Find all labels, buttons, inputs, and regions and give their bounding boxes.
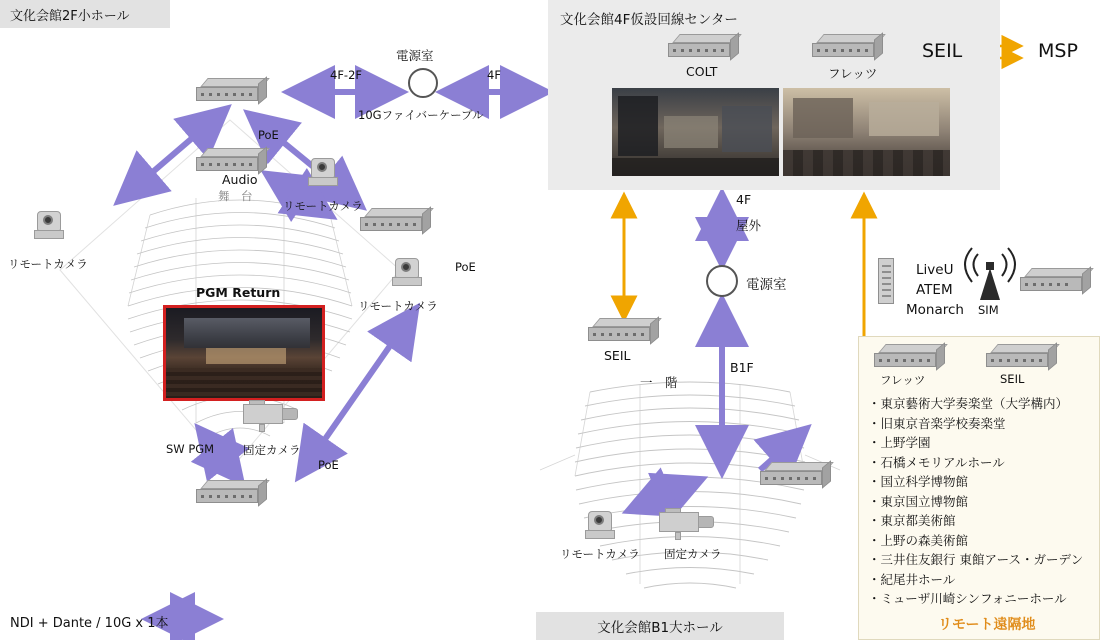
list-item: ・上野の森美術館 [868, 532, 969, 548]
remote-camera-2f-right [392, 252, 422, 286]
fixed-camera-b1-label: 固定カメラ [664, 547, 722, 561]
remote-sites-list [868, 394, 1098, 609]
label-4f-middle: 4F [736, 192, 752, 207]
seil-b1-label: SEIL [604, 348, 631, 363]
remote-camera-b1 [585, 505, 615, 539]
list-item: ・国立科学博物館 [868, 474, 969, 489]
remote-camera-2f-left-label: リモートカメラ [8, 257, 88, 271]
liveu-label: LiveU [916, 262, 954, 278]
label-outdoor: 屋外 [736, 218, 762, 233]
list-item: ・上野学園 [868, 435, 931, 450]
remote-camera-b1-label: リモートカメラ [560, 547, 640, 561]
power-room-2f-circle [408, 68, 438, 98]
stage-label: 舞 台 [218, 189, 253, 203]
legend-label: NDI + Dante / 10G x 1本 [10, 616, 169, 631]
fiber-cable-label: 10Gファイバーケーブル [358, 108, 484, 122]
link-4f-label: 4F [487, 68, 501, 82]
power-room-middle-circle [706, 265, 738, 297]
poe-label-1: PoE [258, 128, 279, 142]
list-item: ・東京藝術大学奏楽堂（大学構内） [868, 396, 1069, 411]
remote-seil-label: SEIL [1000, 372, 1025, 386]
list-item: ・三井住友銀行 東館アース・ガーデン [868, 552, 1084, 567]
list-item: ・旧東京音楽学校奏楽堂 [868, 415, 1006, 431]
section-header-hallb1 [536, 612, 784, 640]
sw-pgm-label: SW PGM [166, 442, 215, 456]
center4f-title: 文化会館4F仮設回線センター [560, 12, 738, 28]
remote-sites-title: リモート遠隔地 [938, 617, 1036, 633]
colt-label: COLT [686, 64, 718, 79]
flets-4f-label: フレッツ [828, 66, 878, 81]
liveu-device [878, 258, 894, 304]
pgm-return-label: PGM Return [196, 285, 281, 300]
seil-4f-label: SEIL [922, 40, 963, 62]
atem-label: ATEM [916, 282, 953, 298]
pgm-return-photo [163, 305, 325, 401]
link-4f-2f-label: 4F-2F [330, 68, 363, 82]
center4f-photo-right [783, 88, 950, 176]
remote-camera-2f-stage [308, 152, 338, 186]
hallb1-title: 文化会館B1大ホール [597, 620, 723, 636]
list-item: ・紀尾井ホール [868, 571, 956, 587]
sim-label: SIM [978, 303, 999, 317]
remote-camera-2f-right-label: リモートカメラ [358, 299, 438, 313]
fixed-camera-2f-label: 固定カメラ [243, 443, 301, 457]
msp-label: MSP [1038, 40, 1078, 62]
list-item: ・東京都美術館 [868, 513, 956, 528]
audio-label: Audio [222, 172, 258, 187]
power-room-2f-label: 電源室 [396, 48, 434, 63]
remote-camera-2f-stage-label: リモートカメラ [283, 199, 363, 213]
poe-label-3: PoE [318, 458, 339, 472]
monarch-label: Monarch [906, 302, 964, 318]
fixed-camera-2f [243, 400, 299, 434]
list-item: ・ミューザ川崎シンフォニーホール [868, 591, 1067, 606]
center4f-photo-left [612, 88, 779, 176]
remote-camera-2f-left [34, 205, 64, 239]
power-room-middle-label: 電源室 [746, 277, 787, 293]
list-item: ・石橋メモリアルホール [868, 454, 1005, 470]
hall2f-title: 文化会館2F小ホール [10, 8, 130, 24]
poe-label-2: PoE [455, 260, 476, 274]
section-header-hall2f [0, 0, 170, 28]
list-item: ・東京国立博物館 [868, 493, 969, 509]
remote-flets-label: フレッツ [880, 373, 926, 387]
fixed-camera-b1 [659, 508, 715, 542]
label-b1f: B1F [730, 360, 754, 375]
b1-floor1-label: 一 階 [640, 375, 678, 390]
